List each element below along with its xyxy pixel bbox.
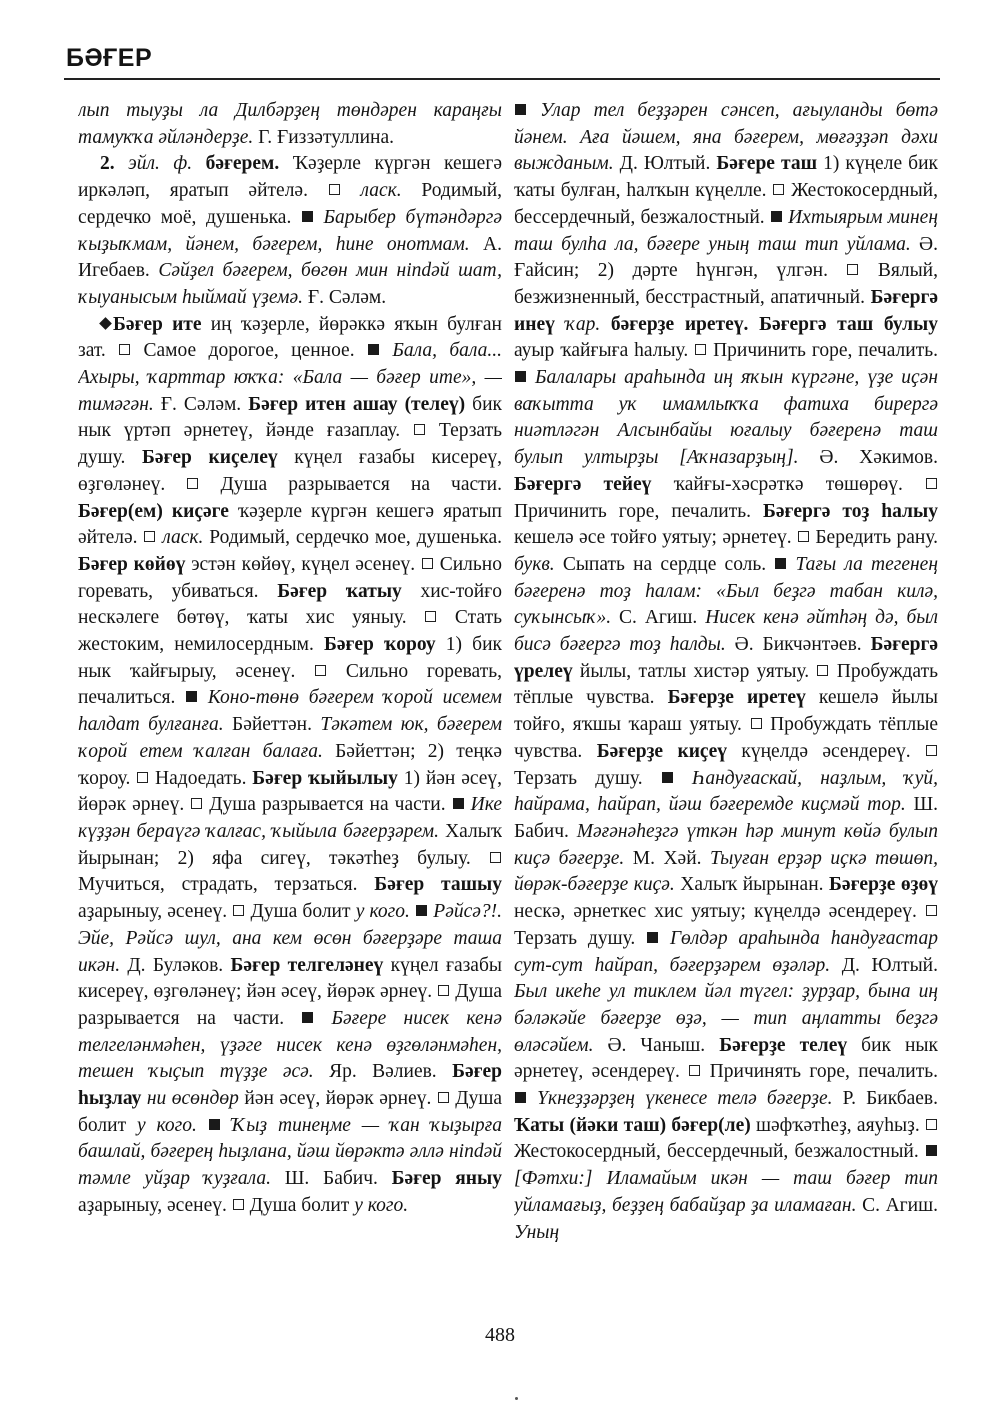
headword: Бәғергә үрелеү [514,634,938,682]
example-text: Гөлдәр араһында һандуғастар сут-сут һайрап, бәғерҙәрем өҙәләр. [514,927,938,976]
definition-text: Д. Юлтый. [830,954,938,976]
white-square-icon [315,665,326,676]
definition-text: Причинить горе, печалить. [514,500,763,522]
definition-text [674,768,692,789]
definition-text: Ә. Чаныш. [593,1034,720,1056]
headword: Ҡаты (йәки таш) бәғер(ле) [514,1114,751,1136]
white-square-icon [751,718,762,729]
definition-text: А. Игебаев. [78,233,502,282]
white-square-icon [425,611,436,622]
definition-text [198,687,208,708]
definition-text: хис-тойғо нескәлеге бөтөү, ҡаты хис уяныу. [78,580,502,629]
headword: Бәғер ҡороу [323,634,436,656]
headword: Бәғерҙе киҫеү [596,740,727,762]
white-square-icon [137,772,148,783]
example-text: Рәйсә?!. Эйе, Рәйсә шул, ана кем өсөн бәғерҙәре таша икән. [78,901,502,976]
definition-text: Д. Буләков. [120,954,231,976]
definition-text: Родимый, сердечко моё, душенька. [78,180,502,228]
example-text: Тағы ла тегенең бәғеренә тоҙ һалам: «Был беҙгә табан килә, суҡынсыҡ». [514,553,938,629]
black-square-icon [368,344,379,355]
definition-text: Ғ. Сәләм. [302,286,387,308]
definition-text [659,928,670,949]
definition-text [527,367,535,388]
definition-text: Душа разрывается на части. [199,473,502,495]
definition-text: күңел ғазабы кисереү, өҙгөләнеү; йән әсеү, йөрәк әрнеү. [78,954,502,1003]
example-text: Балалары араһында иң яҡын күргәне, үҙе иҫән ваҡытта уҡ имамлыҡҡа фатиха бирергә ниәтләгән Алсынбайы юғалыу бәғеренә таш булып ултырҙы [Аҡназарҙың]. [514,367,938,469]
definition-text [787,554,795,575]
definition-text: Жестокосердный, бессердечный, безжалостный. [514,1141,925,1163]
definition-text: Причинять горе, печалить. [701,1061,938,1083]
example-text: Мәғәнәһеҙгә үткән һәр минут көйә булып киҫә бәғерҙе. [514,820,938,869]
definition-text: Халыҡ йырынан; 2) яфа сигеү, тәкәтһеҙ булыу. [78,820,502,869]
black-square-icon [209,1119,220,1130]
definition-text: Яр. Вәлиев. [313,1061,453,1083]
white-square-icon [233,1199,244,1210]
definition-text: Причинить горе, печалить. [707,340,938,362]
definition-text: йылы, татлы хистәр уятыу. [572,660,817,682]
definition-text: шәфҡәтһеҙ, аяуһыҙ. [750,1114,925,1136]
example-text: ни өсөндөр [146,1088,239,1110]
definition-text: Пробуждать тёплые чувства. [514,660,938,709]
definition-text: Сыпать на сердце соль. [554,553,775,575]
dictionary-paragraph [78,312,502,1220]
definition-text: бик нык әрнетеү, әсендереү. [514,1034,938,1083]
headword: Бәғергә инеү [514,286,938,335]
definition-text: нескә, әрнеткес хис уятыу; күңелдә әсендереү. [514,901,925,923]
white-square-icon [414,424,425,435]
headword: Бәғер телгеләнеү [230,954,384,976]
definition-text: Душа болит [244,1194,355,1216]
definition-text [221,1115,232,1136]
definition-text: Ә. Хәкимов. [798,447,938,469]
page-number: 488 [485,1324,515,1346]
definition-text: Д. Юлтый. [613,153,717,175]
definition-text [527,100,540,121]
definition-text [314,1008,331,1029]
definition-text [115,153,129,174]
definition-text: аҙарыныу, әсенеү. [78,901,233,923]
black-square-icon [775,558,786,569]
header-rule [64,78,940,80]
black-square-icon [186,691,197,702]
example-text: Коно-төнө бәғерем ҡорой исемем һалдат булғанға. [78,687,502,736]
definition-text: Халыҡ йырынан. [674,874,830,896]
definition-text: кешелә йылы тойғо, яҡшы ҡараш уятыу. [514,687,938,736]
example-text: [Фәтхи:] Иламайым икән — таш бәғер тип уйламағыҙ, беҙҙең бабайҙар ҙа иламаған. [514,1168,938,1216]
headword: Бәғергә тейеү [514,473,652,495]
black-square-icon [416,905,427,916]
headword: Бәғерҙе өҙөү [829,874,938,896]
white-square-icon [773,184,784,195]
right-column [514,98,938,1308]
example-text: ласк. [162,527,204,549]
definition-text [527,1088,537,1109]
black-square-icon [302,211,313,222]
example-text: у кого. [136,1114,197,1136]
definition-text: Сильно горевать, печалиться. [78,660,502,709]
definition-text: Ш. Бабич. [514,794,938,842]
black-square-icon [515,1092,526,1103]
white-square-icon [438,985,449,996]
headword: Бәғер(ем) киҫәге [78,500,229,522]
example-text: у кого. [354,1194,409,1216]
headword: 2. [100,153,115,175]
definition-text: Г. Ғиззәтуллина. [253,126,394,148]
example-text: лып тыуҙы ла Дилбәрҙең төндәрен караңғы тамуҡҡа әйләндерҙе. [78,100,502,148]
headword: Бәғерҙе телеү [719,1034,848,1056]
definition-text [410,901,415,922]
example-text: ҡар. [565,313,601,335]
definition-text: эстән көйөү, күңел әсенеү. [185,553,421,575]
black-diamond-icon [99,317,112,330]
headword: бәғерем. [205,153,280,175]
example-text: Бәғере нисек кенә телгеләнмәһен, үҙәге нисек кенә өҙгөләнмәһен, тешен ҡыҫып түҙҙе әсә. [78,1007,502,1083]
example-text: Тыуған ерҙәр иҫкә төшөп, йөрәк-бәғерҙе киҫә. [514,847,938,896]
headword: Бәғер ҡыйылыу [252,767,398,789]
white-square-icon [144,531,155,542]
definition-text: Ғ. Сәләм. [153,393,249,415]
dictionary-paragraph [78,98,502,151]
white-square-icon [817,665,828,676]
headword: Бәғергә тоҙ һалыу [763,500,938,522]
definition-text: ауыр ҡайғыға һалыу. [514,340,695,362]
definition-text: Вялый, безжизненный, бесстрастный, апатичный. [514,260,938,308]
page-header-title: БӘҒЕР [66,44,153,72]
white-square-icon [191,798,202,809]
definition-text: йән әсеү, йөрәк әрнеү. [238,1088,437,1110]
headword: бәғерҙе иретеү. Бәғергә таш булыу [610,313,938,335]
definition-text: ҡайғы-хәсрәткә төшөрөү. [651,473,925,495]
definition-text: күңелдә әсендереү. [727,740,925,762]
example-text: Нисек кенә әйтһәң дә, был бисә бәғергә тоҙ һалды. [514,607,938,656]
headword: Бәғер киҫелеү [141,447,278,469]
example-text: Һандуғаскай, наҙлым, ҡуй, һайрама, һайрап, йәш бәғеремде киҫмәй тор. [514,767,938,816]
black-square-icon [662,772,673,783]
headword: Бәғер яныу [391,1168,502,1190]
black-square-icon [926,1145,937,1156]
headword: Бәғер итен ашау (телеү) [248,393,466,415]
definition-text: Душа болит [78,1088,502,1136]
example-text: Тәкәтем юк, бәғерем ҡорой етем ҡалған балаға. [78,714,502,762]
definition-text [197,1115,208,1136]
definition-text [600,314,611,335]
example-text: Ике күҙҙән бераүгә ҡалғас, ҡыйыла бәғерҙәрем. [78,794,502,842]
white-square-icon [119,344,130,355]
definition-text: бик нык үртәп әрнетеү, йәнде ғазаплау. [78,393,502,442]
black-square-icon [302,1012,313,1023]
definition-text: Бәйеттән; 2) теңкә ҡороу. [78,740,502,789]
headword: Бәғерҙе иретеү [667,687,806,709]
example-text: Ҡыҙ тинеңме — ҡан ҡыҙырға башлай, бәғерең һыҙлана, йәш йөрәктә әллә нindәй тәмле уйҙар ҡуҙғала. [78,1114,502,1190]
white-square-icon [329,184,340,195]
definition-text: Бередить рану. [809,527,938,549]
left-column [78,98,502,1308]
definition-text [380,340,392,361]
scan-speck [515,1397,518,1400]
definition-text [192,153,206,174]
white-square-icon [926,905,937,916]
definition-text: Душа разрывается на части. [78,981,502,1029]
definition-text: Самое дорогое, ценное. [131,340,367,362]
definition-text: аҙарыныу, әсенеү. [78,1194,232,1216]
example-text: у кого. [355,901,410,923]
example-text: Барыбер бүтәндәргә ҡыҙыҡмам, йәнем, бәғерем, һине онотмам. [78,206,502,255]
definition-text: Душа болит [245,901,356,923]
definition-text: С. Агиш. [856,1194,938,1216]
definition-text: Мучиться, страдать, терзаться. [78,874,375,896]
headword: Бәғере таш [716,153,818,175]
white-square-icon [233,905,244,916]
black-square-icon [453,798,464,809]
white-square-icon [689,1065,700,1076]
definition-text: Сильно горевать, убиваться. [78,553,502,602]
definition-text: күңел ғазабы кисереү, өҙгөләнеү. [78,447,502,495]
definition-text: С. Агиш. [611,607,706,629]
definition-text: Р. Бикбаев. [832,1088,938,1110]
definition-text: Надоедать. [149,767,253,789]
definition-text: М. Хәй. [624,847,710,869]
definition-text: иң ҡәҙерле, йөрәккә яҡын булған зат. [78,313,502,362]
headword: Бәғер ҡатыу [277,580,402,602]
definition-text: Стать жестоким, немилосердным. [78,607,502,656]
example-text: букв. [514,553,555,575]
headword: Бәғер һыҙлау [78,1061,502,1110]
example-text: Был икеһе ул тиклем йәл түгел: ҙурҙар, бына иң бәләкәйе бәғерҙе өҙә, — тип аңлатты беҙгә өләсәйем. [514,981,938,1056]
definition-text: Ә. Бикчәнтәев. [725,634,871,656]
white-square-icon [187,478,198,489]
definition-text: 1) күңеле бик ҡаты булған, һалҡын күңелле. [514,153,938,202]
definition-text: Родимый, сердечко мое, душенька. [203,527,502,549]
black-square-icon [647,932,658,943]
dictionary-paragraph [514,98,938,1246]
definition-text [555,314,566,335]
definition-text [314,207,324,228]
definition-text: Пробуждать тёплые чувства. [514,714,938,762]
example-text: Улар тел беҙҙәрен сәнсеп, ағыуланды бөтә йәнем. Аға йәшем, яна бәғерем, мөғәҙҙәп дәхи выжданым. [514,100,938,175]
example-text: ласк. [360,180,402,202]
headword: Бәғер ите [113,313,202,335]
definition-text: Ш. Бабич. [271,1168,392,1190]
black-square-icon [515,104,526,115]
black-square-icon [771,211,782,222]
example-text: эйл. ф. [128,153,193,175]
definition-text: Терзать душу. [78,420,502,469]
example-text: Ихтыярым минең таш булһа ла, бәғере уның таш тип уйлама. [514,206,938,255]
white-square-icon [490,852,501,863]
definition-text: кешелә әсе тойғо уятыу; әрнетеү. [514,527,797,549]
definition-text: Терзать душу. [514,767,661,789]
white-square-icon [926,1119,937,1130]
definition-text: Ә. Ғайсин; 2) дәрте һүнгән, үлгән. [514,233,938,282]
definition-text: 1) йән әсеү, йөрәк әрнеү. [78,767,502,816]
example-text: Үкнеҙҙәрҙең үкенесе телә бәғерҙе. [537,1088,833,1110]
definition-text: Ҡәҙерле күргән кешегә иркәләп, яратып әйтелә. [78,153,502,202]
black-square-icon [515,371,526,382]
headword: Бәғер ташыу [374,874,502,896]
white-square-icon [926,478,937,489]
definition-text: Бәйеттән. [223,714,321,736]
example-text: Сәйҙел бәғерем, бөгөн мин нindәй шат, ҡыуанысым һыймай үҙемә. [78,260,502,308]
white-square-icon [422,558,433,569]
white-square-icon [926,745,937,756]
example-text: Бала, бала... Ахыры, ҡарттар юҡҡа: «Бала — бәғер ите», — тимәгән. [78,340,502,415]
white-square-icon [798,531,809,542]
definition-text: Душа разрывается на части. [203,794,452,816]
dictionary-paragraph [78,151,502,311]
example-text: Уның [514,1221,560,1243]
white-square-icon [438,1092,449,1103]
headword: Бәғер көйөү [78,553,186,575]
definition-text: Жестокосердный, бессердечный, безжалостный. [514,180,938,228]
white-square-icon [847,264,858,275]
definition-text: 1) бик нык ҡайғырыу, әсенеү. [78,634,502,682]
definition-text: ҡәҙерле күргән кешегә яратып әйтелә. [78,500,502,549]
definition-text: Терзать душу. [514,927,647,949]
white-square-icon [695,344,706,355]
definition-text [341,180,361,201]
